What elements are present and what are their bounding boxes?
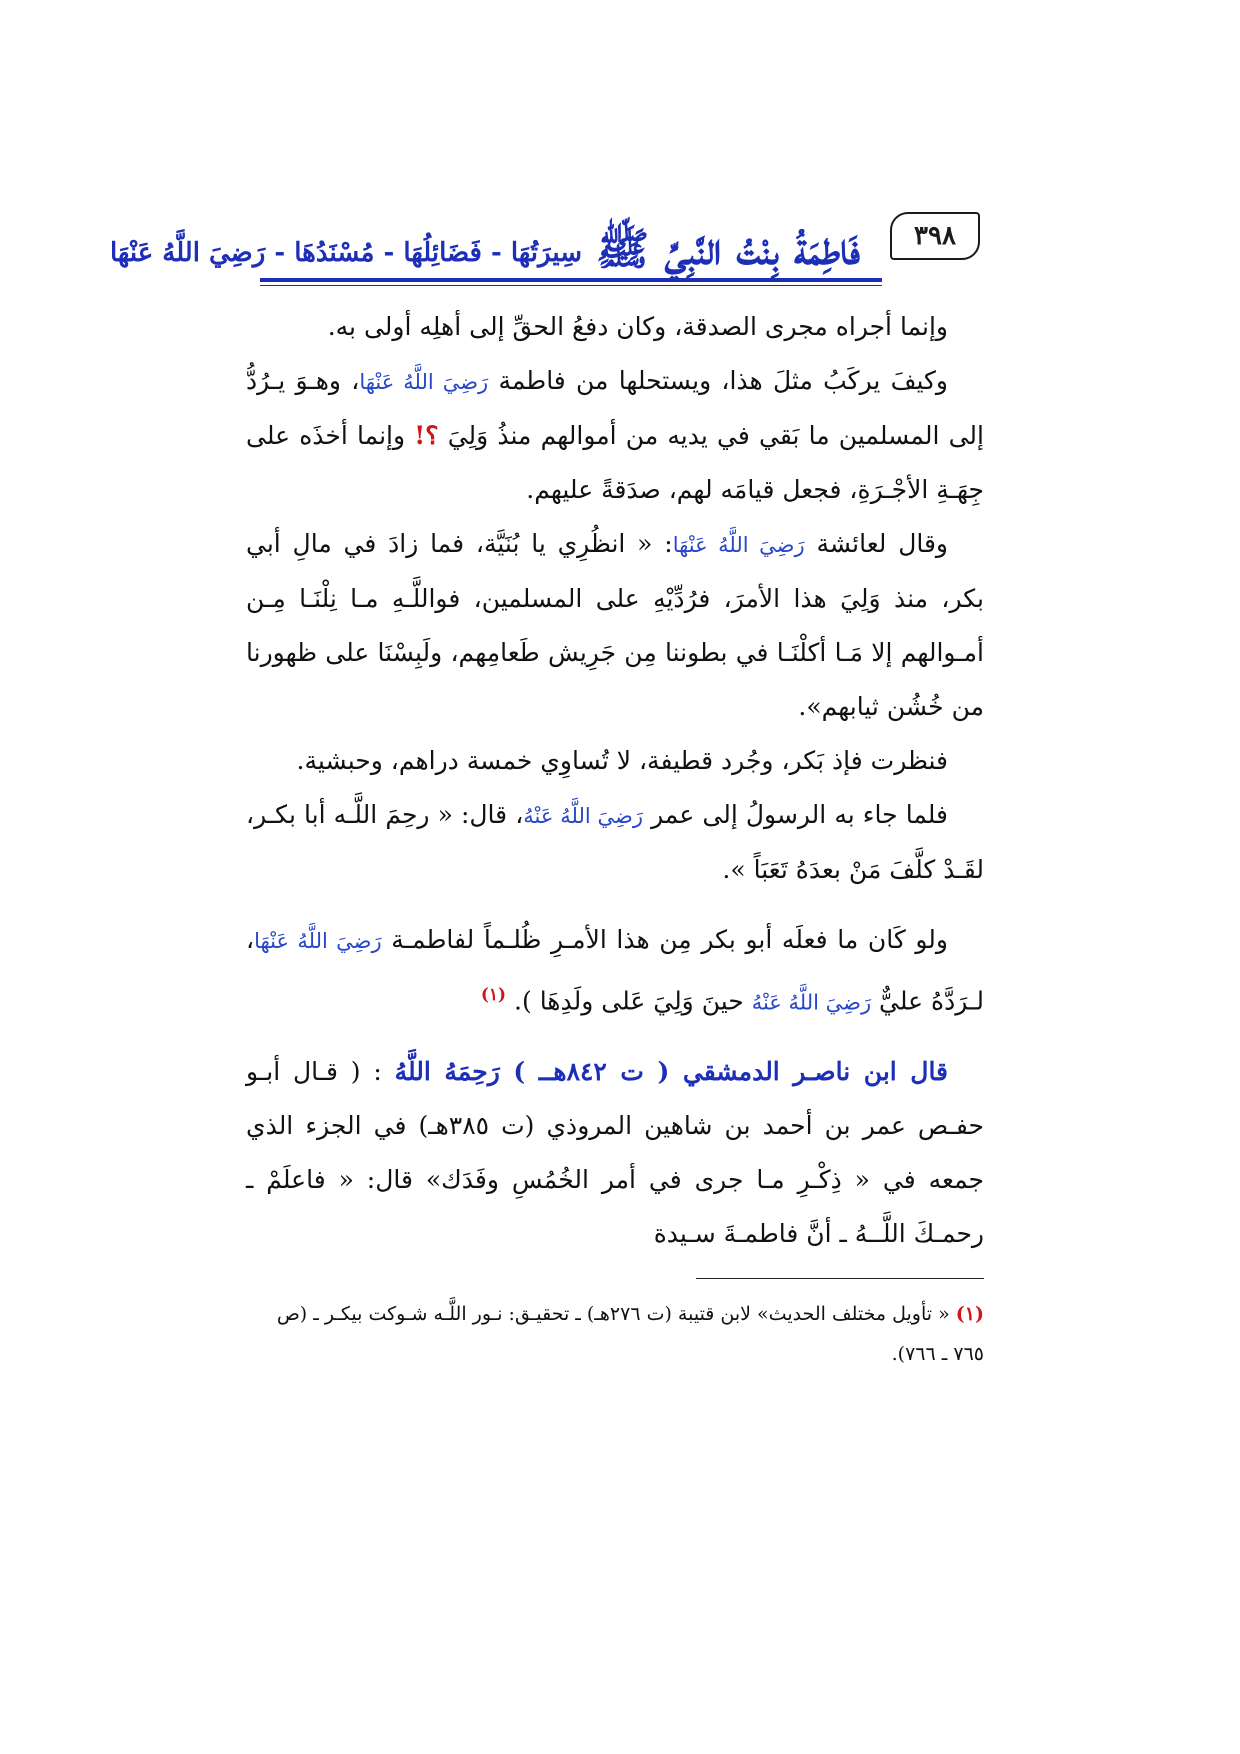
book-subtitle: سِيرَتُهَا - فَضَائِلُهَا - مُسْنَدُهَا - رَضِيَ اللَّهُ عَنْهَا [109, 238, 582, 268]
punctuation-mark: ؟! [414, 421, 439, 450]
header-rule [260, 278, 882, 282]
header-title-block [109, 192, 860, 275]
honorific: رَضِيَ اللَّهُ عَنْهَا [359, 370, 489, 394]
paragraph-5 [246, 788, 984, 897]
header-rule-thin [260, 285, 882, 286]
paragraph-6 [246, 913, 984, 1029]
main-text [246, 300, 984, 1261]
text-run: : « انظُرِي يا بُنَيَّة، فما زادَ في مالِ أبي بكر، منذ وَلِيَ هذا الأمرَ، فرُدِّيْهِ على المسلمين، فواللَّـهِ مـا نِلْنَـا مِـن أمـوالهم إلا مَـا أكلْنَـا في بطوننا مِن جَرِيش طَعامِهم، ولَبِسْنَا على ظهورنا من خُشُن ثيابهم». [246, 529, 984, 721]
text-run: حينَ وَلِيَ عَلى ولَدِهَا ). [514, 986, 744, 1016]
text-run: وكيفَ يركَبُ مثلَ هذا، ويستحلها من فاطمة [498, 366, 948, 395]
quote-heading: قال ابن ناصـر الدمشقي ( ت ٨٤٢هــ ) رَحِمَهُ اللَّهُ [394, 1057, 949, 1087]
honorific: رَضِيَ اللَّهُ عَنْهُ [523, 804, 643, 828]
footnote-divider [696, 1278, 984, 1279]
honorific: رَضِيَ اللَّهُ عَنْهَا [672, 533, 805, 557]
text-run: ، وهـوَ يـرُدُّ إلى المسلمين ما بَقي في يديه من أموالهم منذُ وَلِيَ [246, 366, 984, 450]
paragraph-2 [246, 354, 984, 517]
paragraph-1: وإنما أجراه مجرى الصدقة، وكان دفعُ الحقِّ إلى أهلِه أولى به. [327, 312, 948, 341]
text-run: : ( قـال أبـو حفـص عمر بن أحمد بن شاهين المروذي (ت ٣٨٥هـ) في الجزء الذي جمعه في « ذِكْـرِ مـا جرى في أمر الخُمُسِ وفَدَك» قال: « فاعلَمْ ـ رحمـكَ اللَّــهُ ـ أنَّ فاطمـةَ سـيدة [246, 1057, 984, 1249]
footnote-number: (١) [955, 1303, 984, 1325]
honorific: رَضِيَ اللَّهُ عَنْهَا [254, 929, 382, 953]
page-number: ٣٩٨ [890, 212, 980, 260]
text-run: فلما جاء به الرسولُ إلى عمر [651, 800, 949, 829]
text-run: ، قال: « رحِمَ اللَّـه أبا بكـر، لقَـدْ كلَّفَ مَنْ بعدَهُ تَعَبَاً ». [246, 800, 984, 884]
book-title: فَاطِمَةُ بِنْتُ النَّبِيِّ ﷺ [596, 224, 860, 275]
honorific: رَضِيَ اللَّهُ عَنْهُ [751, 990, 872, 1015]
footnote-reference[interactable]: (١) [480, 985, 507, 1005]
text-run: وإنما أخذَه على جِهَـةِ الأجْـرَةِ، فجعل قيامَه لهم، صدَقةً عليهم. [246, 421, 984, 504]
paragraph-3 [246, 517, 984, 734]
running-header [109, 192, 980, 275]
text-run: ولو كَان ما فعلَه أبو بكر مِن هذا الأمـرِ ظُلـماً لفاطمـة [391, 925, 948, 954]
paragraph-7 [246, 1045, 984, 1261]
footnote-1 [246, 1294, 984, 1374]
footnote [246, 1294, 984, 1374]
footnote-text: « تأويل مختلف الحديث» لابن قتيبة (ت ٢٧٦هـ) ـ تحقيـق: نـور اللَّـه شـوكت بيكـر ـ (ص ٧٦٥ ـ ٧٦٦). [276, 1303, 984, 1365]
text-run: ، لـرَدَّهُ عليٌّ [246, 925, 984, 1016]
paragraph-4: فنظرت فإذ بَكر، وجُرد قطيفة، لا تُساوِي خمسة دراهم، وحبشية. [296, 746, 948, 775]
text-run: وقال لعائشة [816, 529, 949, 558]
